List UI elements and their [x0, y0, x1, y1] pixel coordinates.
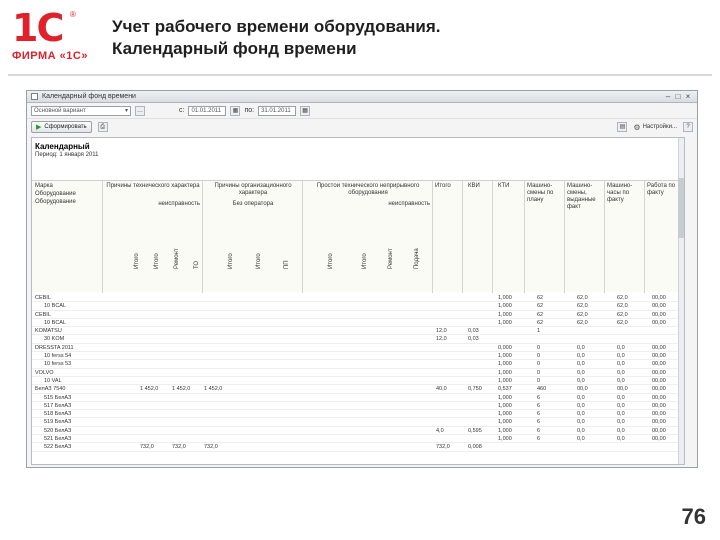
cell-kti: 1,000: [498, 402, 512, 409]
cell-fact: 62,0: [577, 295, 588, 301]
cell-fact: 62,0: [577, 303, 588, 310]
header-group-tech: Причины технического характера: [106, 183, 200, 189]
cell-work: 00,00: [652, 411, 666, 418]
cell-kti: 0,537: [498, 386, 512, 393]
cell-hours: 0,0: [617, 411, 625, 418]
parameters-toolbar: [27, 103, 697, 119]
table-row[interactable]: [32, 402, 685, 410]
vheader-org-pp: ПП: [284, 260, 290, 269]
cell-name: KOMATSU: [35, 328, 62, 335]
report-rows: [32, 294, 685, 452]
cell-hours: 0,0: [617, 427, 625, 434]
generate-report-label: Сформировать: [44, 124, 87, 130]
cell-total: 4,0: [436, 427, 444, 434]
cell-tech2: 732,0: [172, 444, 186, 451]
cell-plan: 460: [537, 386, 547, 393]
report-title: Календарный: [35, 142, 90, 151]
vheader-down-repair: Ремонт: [388, 248, 394, 269]
header-group-downtime: Простои технического неприрывного оборудования: [316, 183, 420, 196]
logo-mark: 1С: [12, 6, 63, 50]
cell-fact: 62,0: [577, 311, 588, 318]
close-button[interactable]: ×: [685, 91, 691, 101]
cell-hours: 0,0: [617, 436, 625, 443]
vertical-scrollbar[interactable]: [678, 138, 684, 464]
table-row[interactable]: [32, 311, 685, 319]
date-from-label: с:: [179, 107, 185, 114]
window-icon: [31, 93, 38, 100]
cell-hours: 0,0: [617, 369, 625, 376]
cell-kti: 1,000: [498, 394, 512, 401]
cell-kti: 1,000: [498, 319, 512, 326]
table-row[interactable]: [32, 377, 685, 385]
cell-kti: 1,000: [498, 419, 512, 426]
cell-work: 00,00: [652, 394, 666, 401]
header-machine-fact: Машино-смены, выданные факт: [567, 183, 596, 210]
header-group-downtime-sub: неисправность: [388, 201, 430, 207]
cell-name: 518 БелАЗ: [44, 411, 72, 418]
cell-name: CEBIL: [35, 295, 51, 301]
header-kti: КТИ: [498, 183, 510, 189]
settings-button[interactable]: [633, 123, 677, 132]
report-variant-select[interactable]: [31, 106, 131, 116]
cell-name: 10 ferss 54: [44, 353, 72, 360]
cell-name: DRESSTA 2011: [35, 344, 74, 351]
cell-plan: 6: [537, 436, 541, 443]
report-variant-value: Основной вариант: [34, 107, 86, 114]
date-from-value: 01.01.2011: [191, 107, 222, 114]
table-row[interactable]: [32, 427, 685, 435]
table-row[interactable]: [32, 369, 685, 377]
cell-name: БелАЗ 7540: [35, 386, 66, 393]
cell-hours: 62,0: [617, 295, 628, 301]
cell-work: 00,00: [652, 386, 666, 393]
cell-total: 40,0: [436, 386, 447, 393]
slide-number: 76: [681, 504, 706, 529]
cell-name: 10 BCAL: [44, 319, 67, 326]
cell-fact: 0,0: [577, 361, 585, 368]
calendar-icon[interactable]: ▦: [300, 106, 310, 116]
cell-tech3: 732,0: [204, 444, 218, 451]
date-to-value: 31.01.2011: [261, 107, 291, 114]
cell-fact: 0,0: [577, 344, 585, 351]
calendar-icon[interactable]: ▦: [230, 106, 240, 116]
cell-name: VOLVO: [35, 369, 54, 376]
table-row[interactable]: [32, 435, 685, 443]
table-row[interactable]: [32, 294, 685, 302]
cell-name: CEBIL: [35, 311, 51, 318]
cell-name: 519 БелАЗ: [44, 419, 72, 426]
command-bar: [27, 119, 697, 135]
cell-name: 10 BCAL: [44, 303, 67, 310]
cell-plan: 62: [537, 319, 544, 326]
cell-plan: 6: [537, 419, 541, 426]
company-logo: [8, 8, 96, 68]
header-unit: Оборудование: [35, 199, 76, 205]
report-window: [26, 90, 698, 468]
vheader-tech-repair: Ремонт: [174, 248, 180, 269]
cell-plan: 0: [537, 353, 541, 360]
table-row[interactable]: [32, 319, 685, 327]
generate-report-button[interactable]: [31, 121, 92, 133]
help-icon[interactable]: ?: [683, 122, 693, 132]
cell-kti: 1,000: [498, 427, 512, 434]
cell-work: 00,00: [652, 303, 666, 310]
vheader-tech-to: ТО: [194, 260, 200, 269]
cell-fact: 0,0: [577, 377, 585, 384]
vheader-org-total-1: Итого: [228, 253, 234, 269]
date-to-input[interactable]: [258, 106, 296, 116]
cell-fact: 0,0: [577, 427, 585, 434]
cell-plan: 0: [537, 369, 541, 376]
cell-total: 12,0: [436, 328, 447, 335]
cell-name: 10 ferss 53: [44, 361, 72, 368]
cell-plan: 6: [537, 394, 541, 401]
cell-plan: 6: [537, 411, 541, 418]
cell-hours: 0,0: [617, 344, 625, 351]
cell-fact: 0,0: [577, 353, 585, 360]
cell-kti: 0,000: [498, 344, 512, 351]
settings-label: Настройки...: [642, 124, 677, 130]
cell-work: 00,00: [652, 377, 666, 384]
cell-fact: 0,0: [577, 419, 585, 426]
cell-name: 517 БелАЗ: [44, 402, 72, 409]
vheader-down-supply: Подача: [414, 248, 420, 269]
cell-kti: 1,000: [498, 377, 512, 384]
table-row[interactable]: [32, 360, 685, 368]
header-group-org: Причины организационного характера: [214, 183, 292, 196]
header-equipment: Оборудование: [35, 191, 76, 197]
chevron-down-icon: ▾: [124, 108, 128, 114]
cell-kti: 1,000: [498, 303, 512, 310]
cell-fact: 00,0: [577, 386, 588, 393]
header-machine-hours: Машино-часы по факту: [607, 183, 633, 203]
header-model: Марка: [35, 183, 53, 189]
cell-total: 732,0: [436, 444, 450, 451]
vheader-tech-total-1: Итого: [134, 253, 140, 269]
cell-work: 00,00: [652, 402, 666, 409]
cell-kvi: 0,008: [468, 444, 482, 451]
cell-hours: 0,0: [617, 394, 625, 401]
cell-plan: 6: [537, 427, 541, 434]
vheader-tech-total-2: Итого: [154, 253, 160, 269]
table-row[interactable]: [32, 302, 685, 310]
cell-name: 522 БелАЗ: [44, 444, 72, 451]
table-row[interactable]: [32, 443, 685, 451]
vheader-org-total-2: Итого: [256, 253, 262, 269]
cell-name: 521 БелАЗ: [44, 436, 72, 443]
cell-tech: 1 452,0: [140, 386, 159, 393]
cell-work: 00,00: [652, 319, 666, 326]
window-title: Календарный фонд времени: [42, 93, 136, 100]
cell-hours: 62,0: [617, 303, 628, 310]
cell-work: 00,00: [652, 344, 666, 351]
cell-kti: 1,000: [498, 411, 512, 418]
maximize-button[interactable]: □: [675, 91, 681, 101]
cell-hours: 0,0: [617, 377, 625, 384]
cell-work: 00,00: [652, 427, 666, 434]
header-group-org-sub: Без оператора: [232, 201, 274, 207]
cell-name: 10 VAL: [44, 377, 62, 384]
cell-plan: 0: [537, 361, 541, 368]
cell-work: 00,00: [652, 361, 666, 368]
cell-fact: 0,0: [577, 394, 585, 401]
table-row[interactable]: [32, 335, 685, 343]
report-period: Период: 1 января 2011: [35, 152, 99, 158]
cell-name: 515 БелАЗ: [44, 394, 72, 401]
cell-work: 00,00: [652, 436, 666, 443]
slide-title-line-1: Учет рабочего времени оборудования.: [112, 17, 441, 36]
logo-text: ФИРМА «1С»: [12, 50, 88, 62]
cell-kvi: 0,03: [468, 328, 479, 335]
table-row[interactable]: [32, 352, 685, 360]
cell-plan: 62: [537, 311, 544, 318]
vheader-down-total-1: Итого: [328, 253, 334, 269]
header-group-tech-sub: неисправность: [158, 201, 200, 207]
cell-fact: 0,0: [577, 402, 585, 409]
cell-total: 12,0: [436, 336, 447, 343]
cell-name: 30 KOM: [44, 336, 65, 343]
cell-fact: 0,0: [577, 369, 585, 376]
date-from-input[interactable]: [188, 106, 226, 116]
cell-kvi: 0,595: [468, 427, 482, 434]
cell-kvi: 0,03: [468, 336, 479, 343]
table-row[interactable]: [32, 344, 685, 352]
cell-hours: 0,0: [617, 402, 625, 409]
print-icon[interactable]: ⎙: [98, 122, 108, 132]
cell-hours: 62,0: [617, 311, 628, 318]
cell-work: 00,00: [652, 311, 666, 318]
report-header: [32, 180, 685, 292]
report-sheet[interactable]: [31, 137, 685, 465]
table-row[interactable]: [32, 385, 685, 393]
cell-plan: 1: [537, 328, 541, 335]
table-row[interactable]: [32, 418, 685, 426]
cell-fact: 0,0: [577, 411, 585, 418]
cell-work: 00,00: [652, 419, 666, 426]
cell-name: 520 БелАЗ: [44, 427, 72, 434]
cell-work: 00,00: [652, 369, 666, 376]
minimize-button[interactable]: –: [665, 91, 671, 101]
header-work: Работа по факту: [647, 183, 676, 196]
cell-plan: 62: [537, 303, 544, 310]
play-icon: ▶: [36, 124, 42, 131]
cell-hours: 0,0: [617, 419, 625, 426]
table-row[interactable]: [32, 327, 685, 335]
slide-title: [112, 16, 672, 60]
cell-fact: 62,0: [577, 319, 588, 326]
slide-title-line-2: Календарный фонд времени: [112, 39, 357, 58]
layout-icon[interactable]: ▤: [617, 122, 627, 132]
scrollbar-thumb[interactable]: [678, 178, 684, 238]
cell-plan: 62: [537, 295, 544, 301]
date-to-label: по:: [244, 107, 255, 114]
cell-kti: 1,000: [498, 436, 512, 443]
cell-work: 00,00: [652, 353, 666, 360]
table-row[interactable]: [32, 410, 685, 418]
gear-icon: ⚙: [633, 122, 641, 132]
cell-tech3: 1 452,0: [204, 386, 223, 393]
cell-work: 00,00: [652, 295, 666, 301]
cell-fact: 0,0: [577, 436, 585, 443]
cell-hours: 00,0: [617, 386, 628, 393]
header-kvi: КВИ: [468, 183, 480, 189]
cell-hours: 0,0: [617, 353, 625, 360]
cell-kti: 1,000: [498, 361, 512, 368]
cell-kti: 1,000: [498, 353, 512, 360]
cell-plan: 0: [537, 344, 541, 351]
variant-more-button[interactable]: …: [137, 107, 143, 114]
table-row[interactable]: [32, 394, 685, 402]
cell-plan: 6: [537, 402, 541, 409]
cell-kti: 1,000: [498, 311, 512, 318]
cell-plan: 0: [537, 377, 541, 384]
header-machine-plan: Машино-смены по плану: [527, 183, 554, 203]
header-total: Итого: [435, 183, 451, 189]
header-divider: [8, 74, 712, 76]
cell-tech: 732,0: [140, 444, 154, 451]
cell-kti: 1,000: [498, 369, 512, 376]
cell-kti: 1,000: [498, 295, 512, 301]
cell-hours: 62,0: [617, 319, 628, 326]
logo-registered-mark: ®: [70, 10, 76, 19]
window-title-bar[interactable]: [27, 91, 697, 103]
cell-kvi: 0,750: [468, 386, 482, 393]
cell-tech2: 1 452,0: [172, 386, 191, 393]
vheader-down-total-2: Итого: [362, 253, 368, 269]
cell-hours: 0,0: [617, 361, 625, 368]
